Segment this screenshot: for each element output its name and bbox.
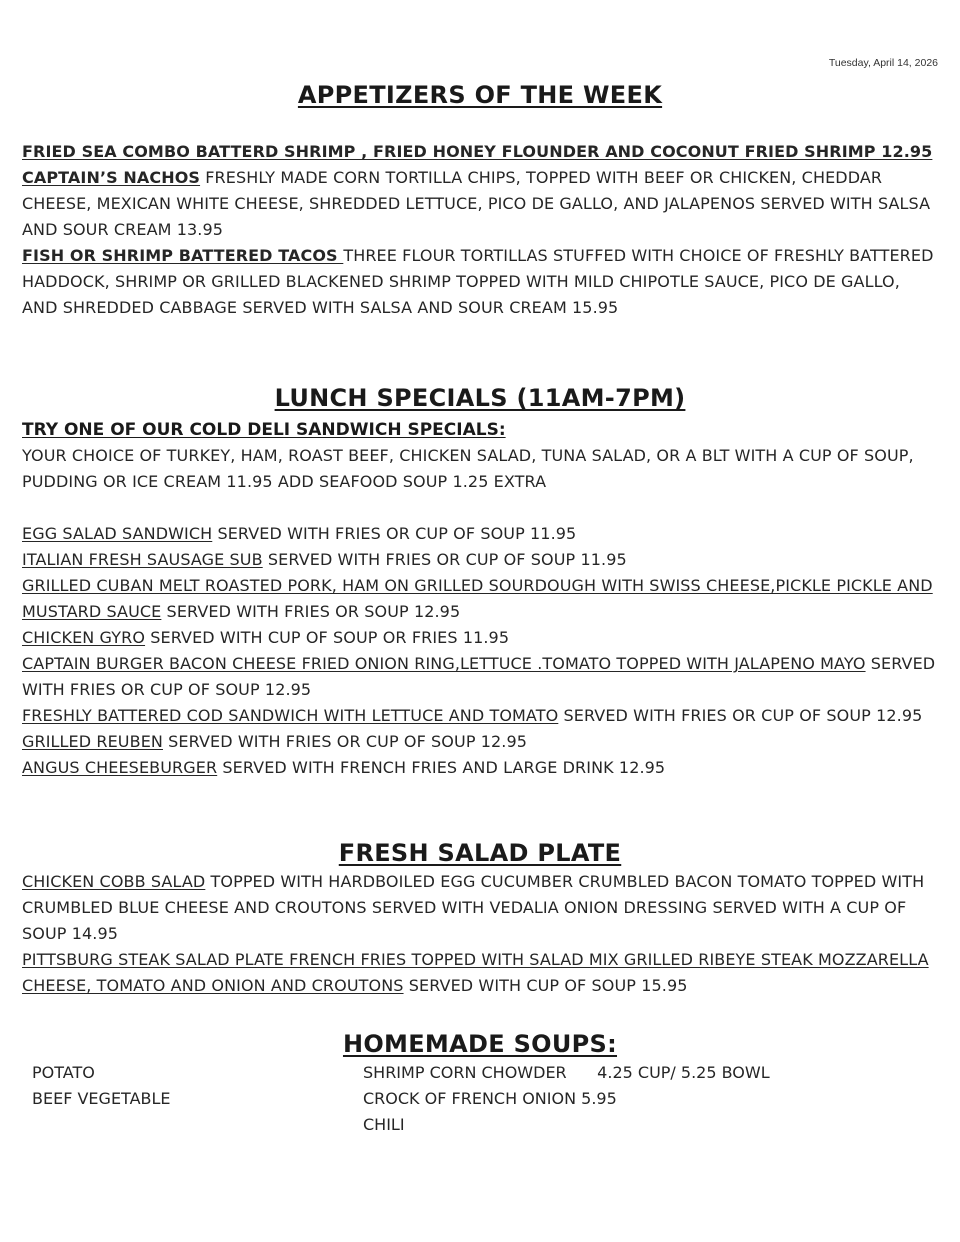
deli-text: YOUR CHOICE OF TURKEY, HAM, ROAST BEEF, CHICKEN SALAD, TUNA SALAD, OR A BLT WITH A CUP OF SOUP, PUDDING OR ICE CREAM 11.95 ADD SEAFOOD SOUP 1.25 EXTRA bbox=[22, 446, 914, 491]
deli-heading: TRY ONE OF OUR COLD DELI SANDWICH SPECIALS: bbox=[22, 420, 506, 440]
menu-item bbox=[22, 243, 938, 321]
item-name: CHICKEN COBB SALAD bbox=[22, 872, 206, 891]
menu-item bbox=[22, 521, 938, 547]
item-desc: SERVED WITH CUP OF SOUP OR FRIES 11.95 bbox=[145, 628, 510, 647]
soups-title: HOMEMADE SOUPS: bbox=[342, 1030, 618, 1058]
item-name: ITALIAN FRESH SAUSAGE SUB bbox=[22, 550, 263, 569]
menu-item bbox=[22, 947, 938, 999]
item-name: GRILLED REUBEN bbox=[22, 732, 163, 751]
menu-item bbox=[22, 573, 938, 625]
appetizers-list bbox=[22, 139, 938, 321]
soup-row bbox=[32, 1060, 932, 1086]
salad-list bbox=[22, 869, 938, 999]
item-desc: THREE FLOUR TORTILLAS STUFFED WITH CHOICE OF FRESHLY BATTERED HADDOCK, SHRIMP OR GRILLED BLACKENED SHRIMP TOPPED WITH MILD CHIPOTLE SAUCE, PICO DE GALLO, AND SHREDDED CABBAGE SERVED WITH SALSA AND SOUR CREAM 15.95 bbox=[22, 246, 934, 317]
item-name: FRIED SEA COMBO BATTERD SHRIMP , FRIED HONEY FLOUNDER AND COCONUT FRIED SHRIMP 12.95 bbox=[22, 142, 933, 161]
menu-item bbox=[22, 703, 938, 729]
item-desc: SERVED WITH FRENCH FRIES AND LARGE DRINK 12.95 bbox=[217, 758, 666, 777]
item-name: PITTSBURG STEAK SALAD PLATE FRENCH FRIES TOPPED WITH SALAD MIX GRILLED RIBEYE STEAK MOZZARELLA CHEESE, TOMATO AND ONION AND CROUTONS bbox=[22, 950, 929, 995]
item-name: CAPTAIN BURGER BACON CHEESE FRIED ONION RING,LETTUCE .TOMATO TOPPED WITH JALAPENO MAYO bbox=[22, 654, 866, 673]
soup-item: CHILI bbox=[363, 1115, 405, 1134]
item-desc: SERVED WITH FRIES OR CUP OF SOUP 12.95 bbox=[22, 654, 936, 699]
item-desc: SERVED WITH FRIES OR CUP OF SOUP 12.95 bbox=[162, 732, 528, 751]
item-name: CHICKEN GYRO bbox=[22, 628, 146, 647]
soup-item: SHRIMP CORN CHOWDER 4.25 CUP/ 5.25 BOWL bbox=[363, 1063, 770, 1082]
item-name: FRESHLY BATTERED COD SANDWICH WITH LETTUCE AND TOMATO bbox=[22, 706, 559, 725]
soup-item: BEEF VEGETABLE bbox=[32, 1089, 171, 1108]
soup-row bbox=[32, 1112, 932, 1138]
menu-item bbox=[22, 547, 938, 573]
item-name: ANGUS CHEESEBURGER bbox=[22, 758, 218, 777]
menu-item bbox=[22, 869, 938, 947]
appetizers-title: APPETIZERS OF THE WEEK bbox=[297, 81, 663, 109]
soup-item: CROCK OF FRENCH ONION 5.95 bbox=[363, 1089, 617, 1108]
item-desc: TOPPED WITH HARDBOILED EGG CUCUMBER CRUMBLED BACON TOMATO TOPPED WITH CRUMBLED BLUE CHEESE AND CROUTONS SERVED WITH VEDALIA ONION DRESSING SERVED WITH A CUP OF SOUP 14.95 bbox=[22, 872, 925, 943]
salad-title: FRESH SALAD PLATE bbox=[338, 839, 622, 867]
item-desc: SERVED WITH CUP OF SOUP 15.95 bbox=[403, 976, 688, 995]
lunch-title: LUNCH SPECIALS (11AM-7PM) bbox=[274, 384, 686, 412]
item-name: EGG SALAD SANDWICH bbox=[22, 524, 213, 543]
menu-item bbox=[22, 651, 938, 703]
item-name: GRILLED CUBAN MELT ROASTED PORK, HAM ON GRILLED SOURDOUGH WITH SWISS CHEESE,PICKLE PICKLE AND MUSTARD SAUCE bbox=[22, 576, 933, 621]
soup-item: POTATO bbox=[32, 1063, 95, 1082]
menu-item bbox=[22, 755, 938, 781]
lunch-list bbox=[22, 417, 938, 781]
soup-row bbox=[32, 1086, 932, 1112]
soups-list bbox=[32, 1060, 932, 1138]
print-date: Tuesday, April 14, 2026 bbox=[828, 57, 938, 69]
menu-item bbox=[22, 165, 938, 243]
menu-item bbox=[22, 729, 938, 755]
item-desc: SERVED WITH FRIES OR SOUP 12.95 bbox=[161, 602, 461, 621]
item-desc: SERVED WITH FRIES OR CUP OF SOUP 11.95 bbox=[262, 550, 627, 569]
item-desc: SERVED WITH FRIES OR CUP OF SOUP 11.95 bbox=[212, 524, 577, 543]
item-name: FISH OR SHRIMP BATTERED TACOS bbox=[22, 246, 344, 265]
menu-item bbox=[22, 625, 938, 651]
item-desc: SERVED WITH FRIES OR CUP OF SOUP 12.95 bbox=[558, 706, 923, 725]
item-desc: FRESHLY MADE CORN TORTILLA CHIPS, TOPPED WITH BEEF OR CHICKEN, CHEDDAR CHEESE, MEXICAN WHITE CHEESE, SHREDDED LETTUCE, PICO DE GALLO, AND JALAPENOS SERVED WITH SALSA AND SOUR CREAM 13.95 bbox=[22, 168, 931, 239]
item-name: CAPTAIN’S NACHOS bbox=[22, 168, 201, 187]
menu-item bbox=[22, 139, 938, 165]
